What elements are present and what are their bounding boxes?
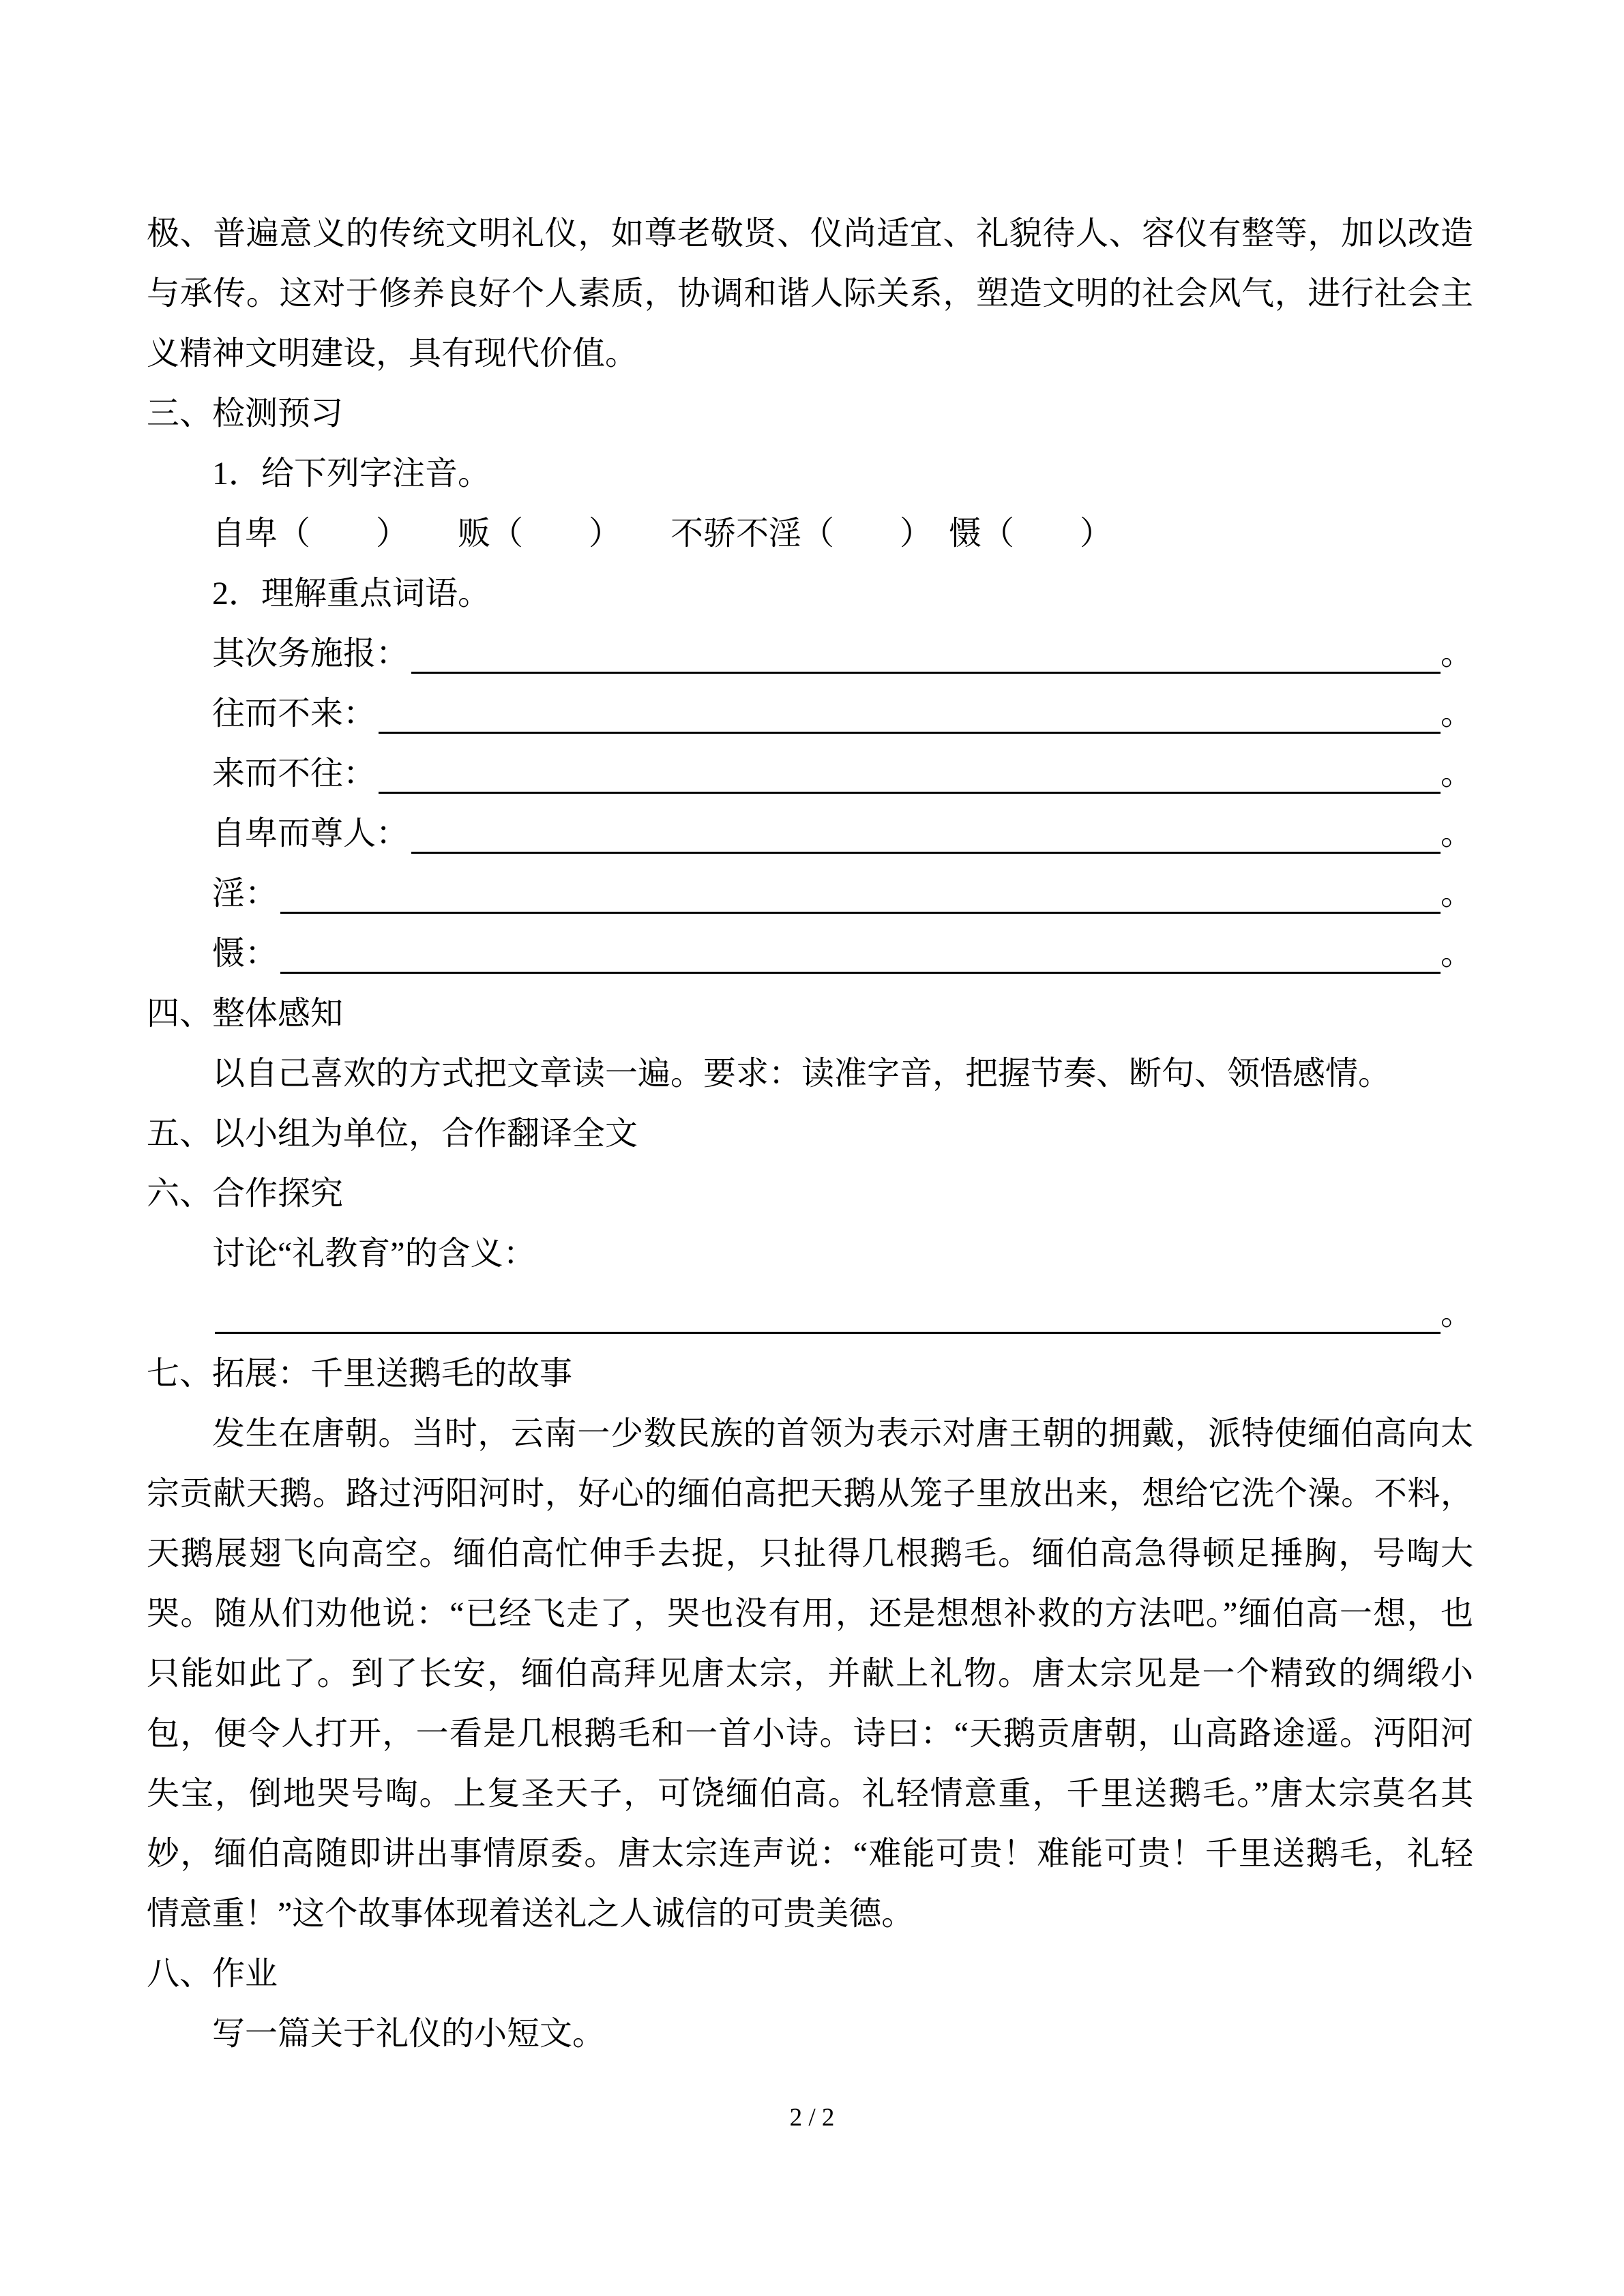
vocab-label: 淫： [212, 876, 278, 912]
answer-blank [280, 972, 1441, 974]
period-mark: 。 [1440, 876, 1473, 912]
vocab-label: 往而不来： [212, 696, 377, 732]
story-line: 失宝，倒地哭号啕。上复圣天子，可饶缅伯高。礼轻情意重，千里送鹅毛。”唐太宗莫名其 [147, 1776, 1473, 1812]
page-content [147, 204, 1473, 2064]
section-heading-preview: 三、检测预习 [147, 396, 344, 432]
vocab-fill-row [147, 744, 1473, 804]
vocab-fill-row [147, 864, 1473, 924]
vocab-label: 自卑而尊人： [212, 816, 409, 852]
period-mark: 。 [1440, 636, 1473, 672]
answer-blank [411, 672, 1441, 674]
vocab-fill-row [147, 624, 1473, 684]
pinyin-exercise-line: 自卑（ ） 贩（ ） 不骄不淫（ ） 慑（ ） [212, 516, 1113, 552]
answer-blank [379, 732, 1441, 734]
vocab-fill-row [147, 684, 1473, 744]
page-number: 2 / 2 [789, 2104, 835, 2132]
story-line: 发生在唐朝。当时，云南一少数民族的首领为表示对唐王朝的拥戴，派特使缅伯高向太 [212, 1416, 1473, 1452]
section-heading-group: 五、以小组为单位，合作翻译全文 [147, 1116, 638, 1152]
answer-blank [379, 792, 1441, 794]
overall-body: 以自己喜欢的方式把文章读一遍。要求：读准字音，把握节奏、断句、领悟感情。 [212, 1056, 1391, 1092]
section-heading-homework: 八、作业 [147, 1956, 278, 1992]
section-heading-explore: 六、合作探究 [147, 1176, 344, 1212]
period-mark: 。 [1440, 1296, 1473, 1332]
vocab-fill-row [147, 924, 1473, 984]
vocab-fill-row [147, 804, 1473, 864]
vocab-label: 慑： [212, 936, 278, 972]
period-mark: 。 [1440, 816, 1473, 852]
answer-blank [280, 912, 1441, 914]
section-heading-extension: 七、拓展：千里送鹅毛的故事 [147, 1356, 573, 1392]
story-line: 妙，缅伯高随即讲出事情原委。唐太宗连声说：“难能可贵！难能可贵！千里送鹅毛，礼轻 [147, 1836, 1473, 1872]
intro-line: 与承传。这对于修养良好个人素质，协调和谐人际关系，塑造文明的社会风气，进行社会主 [147, 275, 1473, 312]
vocab-label: 来而不往： [212, 756, 377, 792]
story-line: 只能如此了。到了长安，缅伯高拜见唐太宗，并献上礼物。唐太宗见是一个精致的绸缎小 [147, 1656, 1473, 1692]
story-line: 哭。随从们劝他说：“已经飞走了，哭也没有用，还是想想补救的方法吧。”缅伯高一想，也 [147, 1596, 1473, 1632]
answer-blank [215, 1332, 1441, 1334]
intro-line: 义精神文明建设，具有现代价值。 [147, 336, 638, 372]
section-heading-overall: 四、整体感知 [147, 996, 344, 1032]
story-line: 天鹅展翅飞向高空。缅伯高忙伸手去捉，只扯得几根鹅毛。缅伯高急得顿足捶胸，号啕大 [147, 1536, 1473, 1572]
homework-body: 写一篇关于礼仪的小短文。 [212, 2016, 606, 2052]
explore-prompt: 讨论“礼教育”的含义： [212, 1236, 536, 1272]
intro-line: 极、普遍意义的传统文明礼仪，如尊老敬贤、仪尚适宜、礼貌待人、容仪有整等，加以改造 [147, 215, 1473, 252]
exercise-q1: 1．给下列字注音。 [212, 456, 491, 492]
answer-blank [411, 852, 1441, 854]
period-mark: 。 [1440, 936, 1473, 972]
story-line: 包，便令人打开，一看是几根鹅毛和一首小诗。诗曰：“天鹅贡唐朝，山高路途遥。沔阳河 [147, 1716, 1473, 1752]
period-mark: 。 [1440, 696, 1473, 732]
vocab-label: 其次务施报： [212, 636, 409, 672]
story-line: 宗贡献天鹅。路过沔阳河时，好心的缅伯高把天鹅从笼子里放出来，想给它洗个澡。不料， [147, 1476, 1473, 1512]
period-mark: 。 [1440, 756, 1473, 792]
exercise-q2: 2．理解重点词语。 [212, 576, 491, 612]
explore-answer-row [147, 1284, 1473, 1344]
story-line: 情意重！”这个故事体现着送礼之人诚信的可贵美德。 [147, 1896, 915, 1932]
